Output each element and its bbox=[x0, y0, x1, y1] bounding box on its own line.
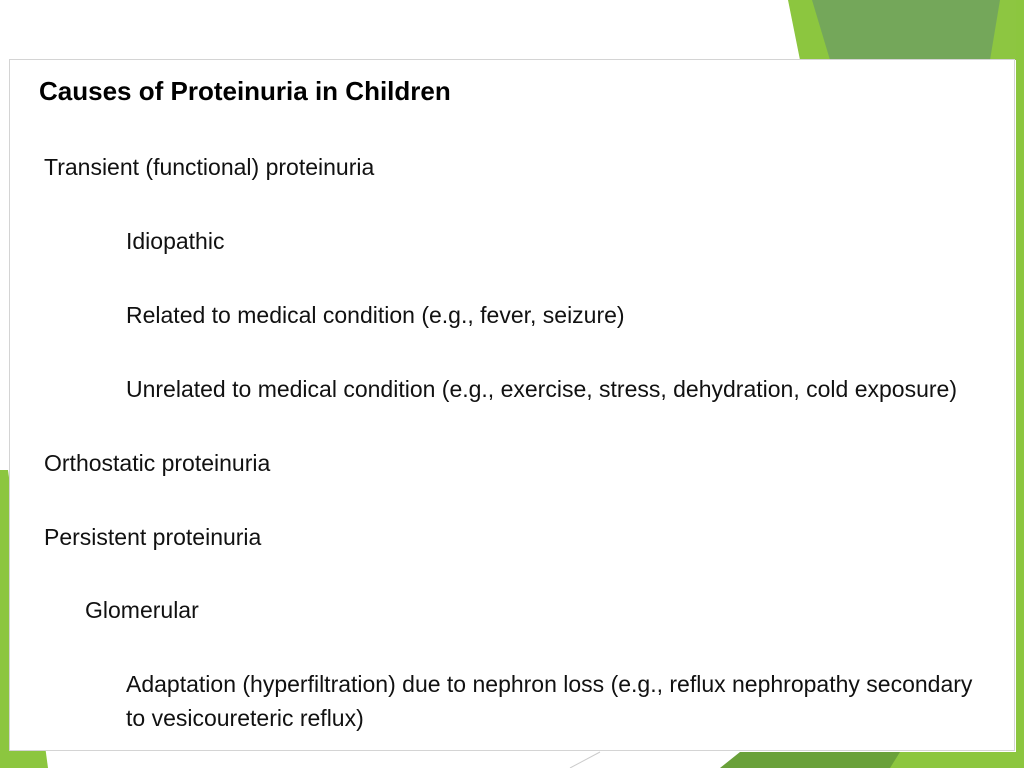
list-item-glomerular: Glomerular bbox=[85, 597, 199, 623]
list-item-related-medical: Related to medical condition (e.g., fever, seizure) bbox=[126, 302, 625, 328]
page-title: Causes of Proteinuria in Children bbox=[39, 76, 451, 106]
content-panel bbox=[9, 59, 1015, 751]
list-item-idiopathic: Idiopathic bbox=[126, 228, 225, 254]
decor-faint-line bbox=[570, 752, 600, 768]
list-item-orthostatic: Orthostatic proteinuria bbox=[44, 450, 271, 476]
list-item-adaptation: Adaptation (hyperfiltration) due to nephron loss (e.g., reflux nephropathy secondary to vesicoureteric reflux) bbox=[126, 671, 973, 731]
list-item-unrelated-medical: Unrelated to medical condition (e.g., exercise, stress, dehydration, cold exposure) bbox=[126, 376, 957, 402]
list-item-persistent: Persistent proteinuria bbox=[44, 524, 262, 550]
list-item-transient: Transient (functional) proteinuria bbox=[44, 154, 375, 180]
decor-shape-bottom-right-front bbox=[890, 752, 1024, 768]
decor-shape-right-edge bbox=[1016, 0, 1024, 768]
